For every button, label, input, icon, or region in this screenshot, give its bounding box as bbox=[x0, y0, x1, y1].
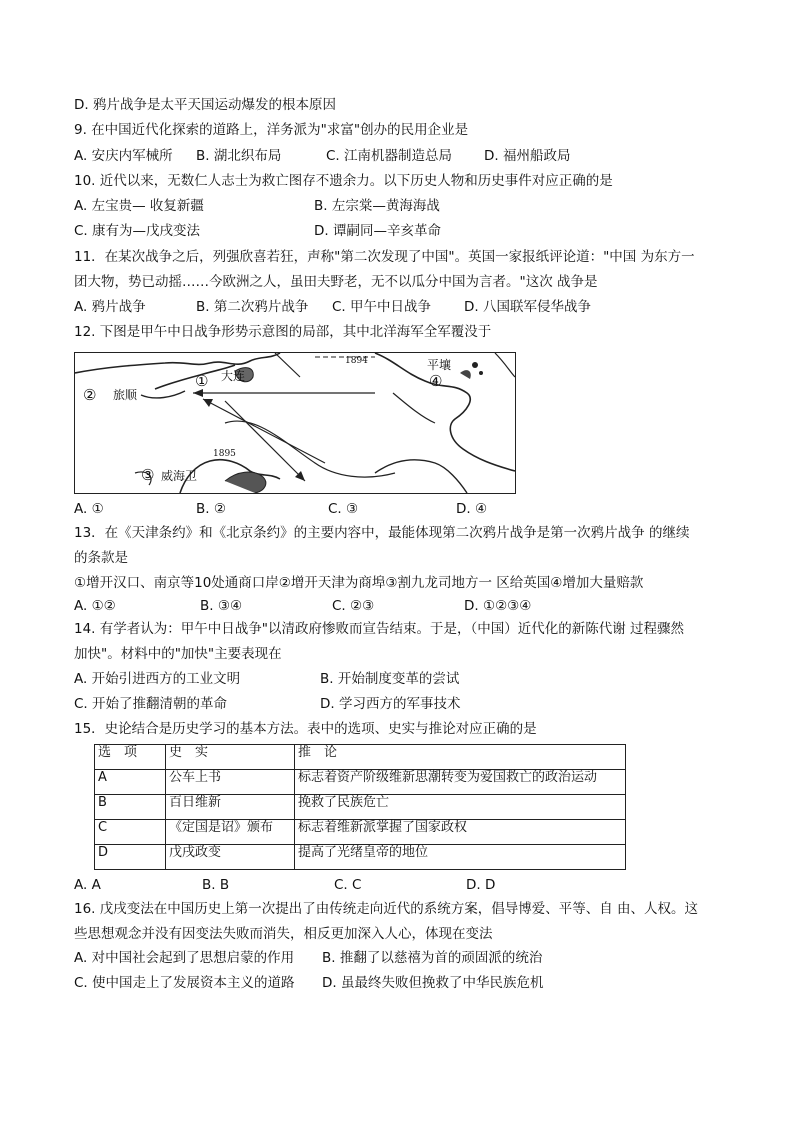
question-11-option-a: A. 鸦片战争 bbox=[74, 299, 146, 315]
question-12-option-b: B. ② bbox=[196, 501, 226, 517]
question-16-option-a: A. 对中国社会起到了思想启蒙的作用 bbox=[74, 950, 295, 966]
map-label-weihaiwei: 威海卫 bbox=[161, 469, 198, 483]
table-cell: 标志着维新派掌握了国家政权 bbox=[295, 820, 626, 845]
question-14-option-a: A. 开始引进西方的工业文明 bbox=[74, 671, 241, 687]
table-cell: D bbox=[95, 845, 166, 870]
table-cell: 公车上书 bbox=[166, 770, 295, 795]
map-marker-1: ① bbox=[195, 372, 209, 390]
question-13-stem-line2: 的条款是 bbox=[74, 550, 128, 566]
question-10-option-b: B. 左宗棠—黄海海战 bbox=[314, 198, 440, 214]
map-year-label-1895: 1895 bbox=[213, 449, 236, 459]
map-marker-4: ④ bbox=[429, 372, 443, 390]
question-10-option-c: C. 康有为—戊戌变法 bbox=[74, 223, 201, 239]
map-label-lvshun: 旅顺 bbox=[113, 388, 138, 402]
question-13-stem-line1: 13．在《天津条约》和《北京条约》的主要内容中，最能体现第二次鸦片战争是第一次鸦片战争 的继续 bbox=[74, 525, 690, 541]
table-row bbox=[95, 845, 626, 870]
question-15-option-c: C. C bbox=[334, 877, 362, 893]
table-header-cell: 史 实 bbox=[166, 745, 295, 770]
question-9-option-d: D. 福州船政局 bbox=[484, 148, 571, 164]
table-cell: 戊戌政变 bbox=[166, 845, 295, 870]
question-11-stem-line2: 团大物，势已动摇……今欧洲之人，虽田夫野老，无不以瓜分中国为言者。"这次 战争是 bbox=[74, 274, 598, 290]
table-row bbox=[95, 770, 626, 795]
question-16-option-b: B. 推翻了以慈禧为首的顽固派的统治 bbox=[322, 950, 543, 966]
question-16-stem-line2: 些思想观念并没有因变法失败而消失，相反更加深入人心，体现在变法 bbox=[74, 926, 493, 942]
question-16-option-d: D. 虽最终失败但挽救了中华民族危机 bbox=[322, 975, 544, 991]
question-9-option-b: B. 湖北织布局 bbox=[196, 148, 282, 164]
table-cell: 挽救了民族危亡 bbox=[295, 795, 626, 820]
table-cell: 百日维新 bbox=[166, 795, 295, 820]
question-11-stem-line1: 11．在某次战争之后，列强欣喜若狂，声称"第二次发现了中国"。英国一家报纸评论道："中国 为东方一 bbox=[74, 249, 695, 265]
question-13-statements: ①增开汉口、南京等10处通商口岸②增开天津为商埠③割九龙司地方一 区给英国④增加大量赔款 bbox=[74, 575, 644, 591]
question-11-option-b: B. 第二次鸦片战争 bbox=[196, 299, 309, 315]
question-15-option-a: A. A bbox=[74, 877, 101, 893]
table-header-cell: 选 项 bbox=[95, 745, 166, 770]
question-8-option-d: D. 鸦片战争是太平天国运动爆发的根本原因 bbox=[74, 97, 336, 113]
question-16-option-c: C. 使中国走上了发展资本主义的道路 bbox=[74, 975, 295, 991]
table-cell: C bbox=[95, 820, 166, 845]
question-15-option-b: B. B bbox=[202, 877, 230, 893]
question-11-option-d: D. 八国联军侵华战争 bbox=[464, 299, 591, 315]
table-header-row bbox=[95, 745, 626, 770]
question-12-option-c: C. ③ bbox=[328, 501, 359, 517]
table-cell: 标志着资产阶级维新思潮转变为爱国救亡的政治运动 bbox=[295, 770, 626, 795]
question-13-option-a: A. ①② bbox=[74, 598, 116, 614]
question-14-option-c: C. 开始了推翻清朝的革命 bbox=[74, 696, 228, 712]
question-11-option-c: C. 甲午中日战争 bbox=[332, 299, 432, 315]
map-marker-2: ② bbox=[83, 386, 97, 404]
table-cell: 提高了光绪皇帝的地位 bbox=[295, 845, 626, 870]
map-marker-3: ③ bbox=[141, 466, 155, 484]
question-9-stem: 9. 在中国近代化探索的道路上，洋务派为"求富"创办的民用企业是 bbox=[74, 122, 469, 138]
question-9-option-a: A. 安庆内军械所 bbox=[74, 148, 173, 164]
question-14-stem-line1: 14. 有学者认为：甲午中日战争"以清政府惨败而宣告结束。于是，（中国）近代化的新陈代谢 过程骤然 bbox=[74, 621, 685, 637]
table-cell: 《定国是诏》颁布 bbox=[166, 820, 295, 845]
question-10-option-a: A. 左宝贵— 收复新疆 bbox=[74, 198, 204, 214]
map-label-pingrang: 平壤 bbox=[427, 358, 452, 372]
question-14-option-b: B. 开始制度变革的尝试 bbox=[320, 671, 460, 687]
sino-japanese-war-map bbox=[74, 352, 516, 494]
table-cell: A bbox=[95, 770, 166, 795]
table-row bbox=[95, 820, 626, 845]
question-10-stem: 10. 近代以来，无数仁人志士为救亡图存不遗余力。以下历史人物和历史事件对应正确的是 bbox=[74, 173, 613, 189]
table-row bbox=[95, 795, 626, 820]
question-12-option-a: A. ① bbox=[74, 501, 104, 517]
table-cell: B bbox=[95, 795, 166, 820]
question-14-option-d: D. 学习西方的军事技术 bbox=[320, 696, 461, 712]
question-14-stem-line2: 加快"。材料中的"加快"主要表现在 bbox=[74, 646, 282, 662]
question-13-option-d: D. ①②③④ bbox=[464, 598, 532, 614]
question-16-stem-line1: 16. 戊戌变法在中国历史上第一次提出了由传统走向近代的系统方案，倡导博爱、平等、自 由、人权。这 bbox=[74, 901, 699, 917]
history-table bbox=[94, 744, 626, 870]
question-10-option-d: D. 谭嗣同—辛亥革命 bbox=[314, 223, 441, 239]
map-year-label-1894: 1894 bbox=[345, 356, 368, 366]
question-15-option-d: D. D bbox=[466, 877, 496, 893]
question-13-option-b: B. ③④ bbox=[200, 598, 243, 614]
table-header-cell: 推 论 bbox=[295, 745, 626, 770]
question-9-option-c: C. 江南机器制造总局 bbox=[326, 148, 453, 164]
map-label-dalian: 大连 bbox=[221, 369, 246, 383]
question-12-stem: 12. 下图是甲午中日战争形势示意图的局部，其中北洋海军全军覆没于 bbox=[74, 324, 492, 340]
question-13-option-c: C. ②③ bbox=[332, 598, 375, 614]
question-15-stem: 15．史论结合是历史学习的基本方法。表中的选项、史实与推论对应正确的是 bbox=[74, 721, 537, 737]
question-12-option-d: D. ④ bbox=[456, 501, 488, 517]
